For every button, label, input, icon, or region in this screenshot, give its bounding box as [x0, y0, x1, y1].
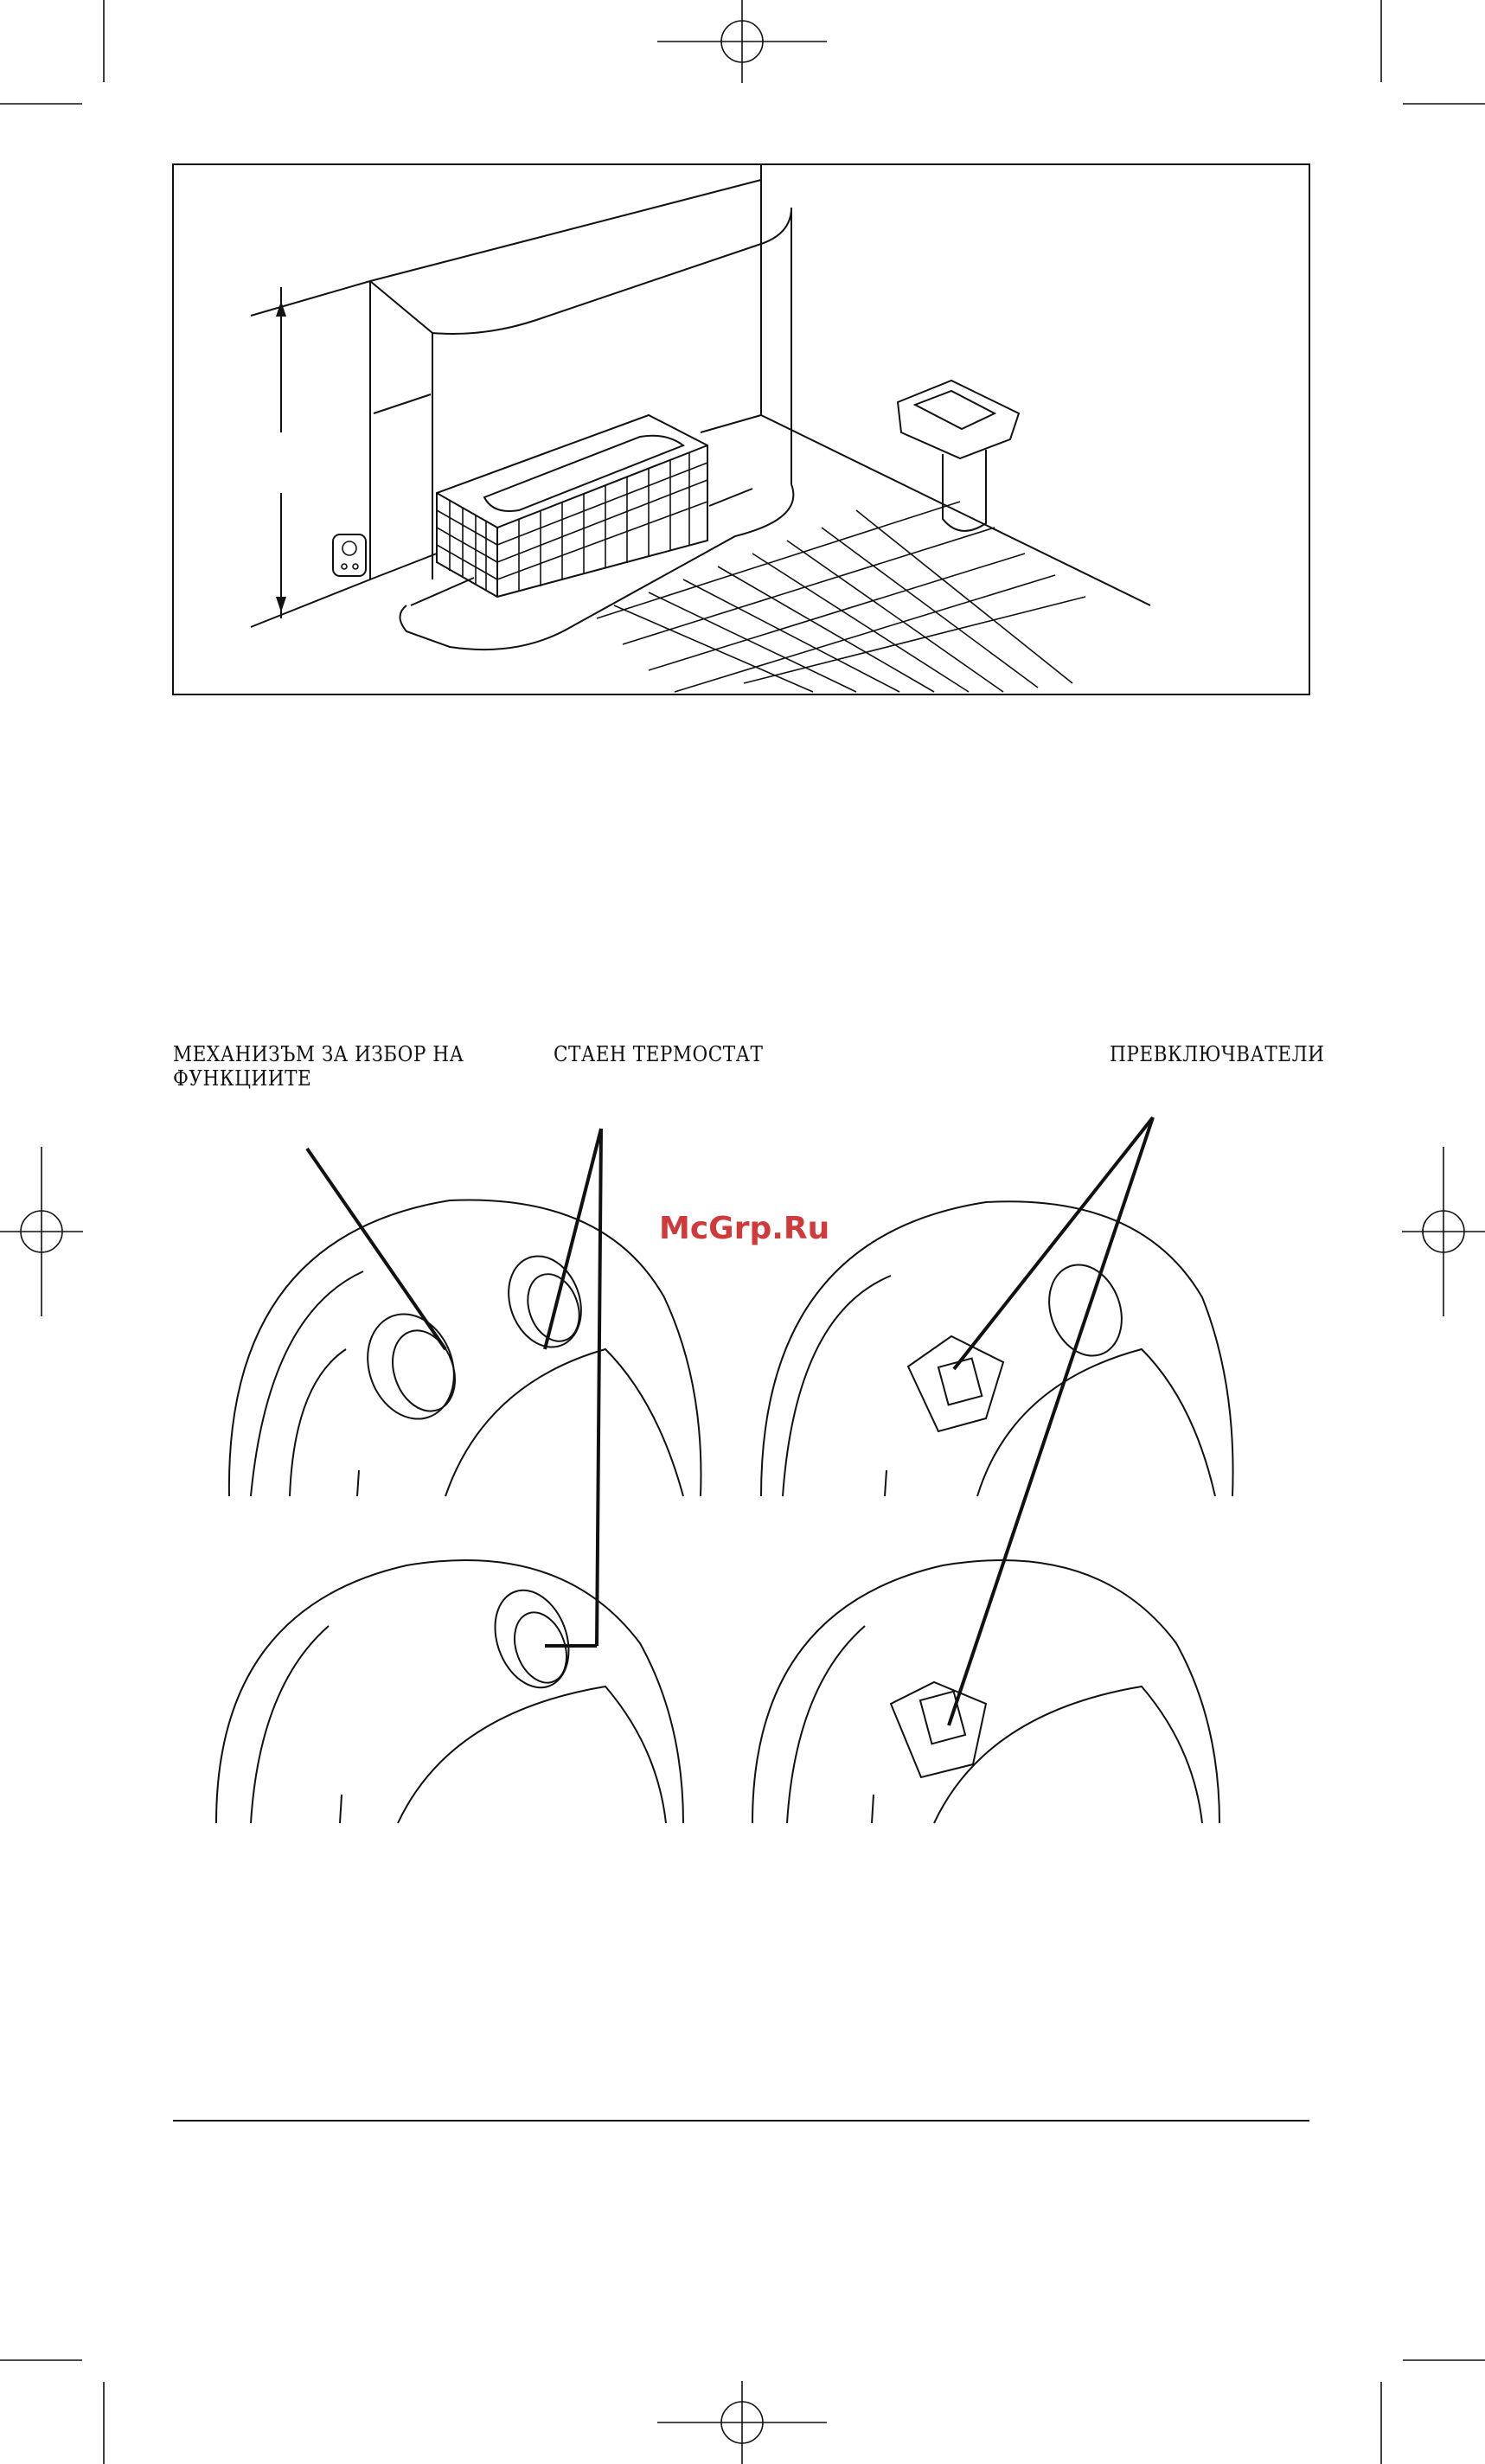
switches-label: ПРЕВКЛЮЧВАТЕЛИ	[1110, 1042, 1325, 1066]
registration-mark-right	[1402, 1147, 1485, 1316]
bathtub-tiles	[437, 453, 707, 592]
heater-top-right	[761, 1201, 1233, 1496]
heater-top-left	[229, 1200, 701, 1497]
function-selector-label-line1: МЕХАНИЗЪМ ЗА ИЗБОР НА	[173, 1042, 464, 1066]
washbasin	[898, 381, 1019, 531]
heater-bottom-right	[752, 1560, 1219, 1823]
leader-lines	[307, 1117, 1153, 1725]
heater-bottom-left	[216, 1560, 683, 1823]
registration-mark-top	[657, 0, 827, 83]
watermark: McGrp.Ru	[659, 1211, 830, 1246]
room-thermostat-label: СТАЕН ТЕРМОСТАТ	[554, 1042, 764, 1066]
bathroom-illustration	[173, 164, 1309, 694]
function-selector-label-line2: ФУНКЦИИТЕ	[173, 1066, 312, 1091]
registration-mark-bottom	[657, 2381, 827, 2464]
wall-heater	[333, 534, 366, 576]
registration-mark-left	[0, 1147, 83, 1316]
